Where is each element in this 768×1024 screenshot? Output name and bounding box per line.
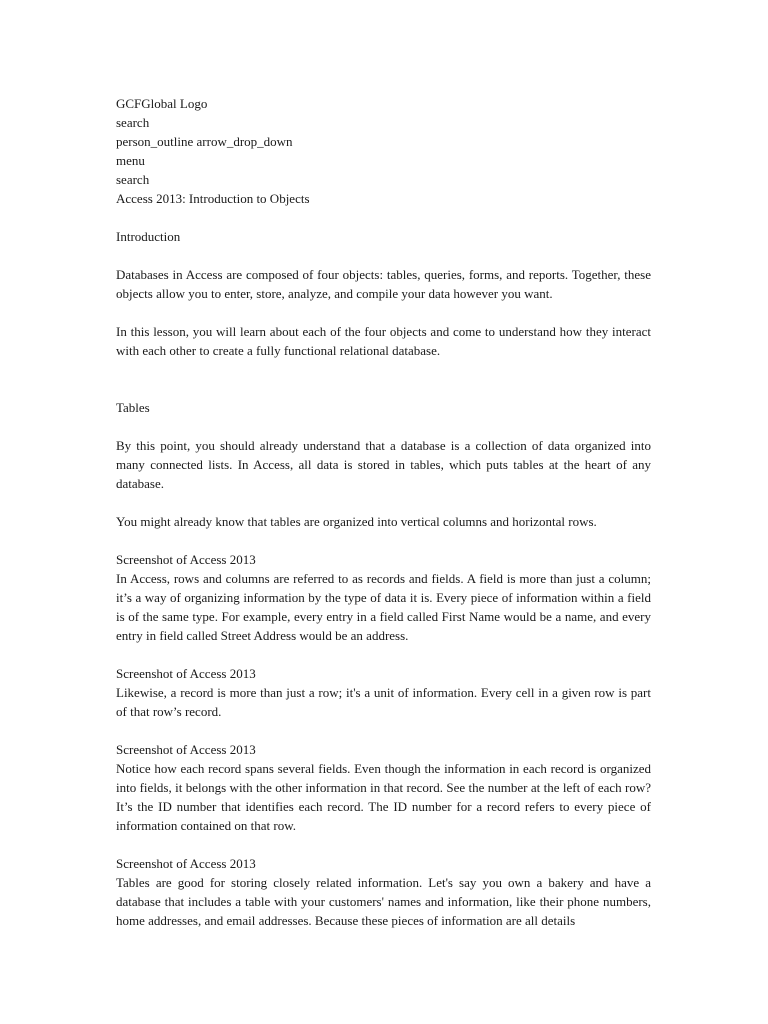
spacer bbox=[116, 493, 651, 512]
document-page bbox=[116, 94, 651, 930]
site-logo-text[interactable]: GCFGlobal Logo bbox=[116, 96, 208, 111]
search-icon-secondary[interactable]: search bbox=[116, 172, 150, 187]
screenshot-caption: Screenshot of Access 2013 bbox=[116, 742, 256, 757]
spacer bbox=[116, 360, 651, 398]
tables-paragraph-2: You might already know that tables are organized into vertical columns and horizontal rows. bbox=[116, 514, 597, 529]
spacer bbox=[116, 835, 651, 854]
page-title: Access 2013: Introduction to Objects bbox=[116, 191, 310, 206]
spacer bbox=[116, 721, 651, 740]
tables-paragraph-5: Notice how each record spans several fields. Even though the information in each record is organized into fields, it belongs with the other information in that record. See the number at the left of each row? It’s the ID number that identifies each record. The ID number for a record refers to every piece of information contained on that row. bbox=[116, 761, 651, 833]
spacer bbox=[116, 208, 651, 227]
spacer bbox=[116, 531, 651, 550]
spacer bbox=[116, 303, 651, 322]
account-menu[interactable]: person_outline arrow_drop_down bbox=[116, 134, 293, 149]
screenshot-caption: Screenshot of Access 2013 bbox=[116, 856, 256, 871]
introduction-paragraph-1: Databases in Access are composed of four objects: tables, queries, forms, and reports. Together, these objects allow you to enter, store, analyze, and compile your data however you want. bbox=[116, 267, 651, 301]
spacer bbox=[116, 246, 651, 265]
tables-paragraph-3: In Access, rows and columns are referred to as records and fields. A field is more than just a column; it’s a way of organizing information by the type of data it is. Every piece of information within a field is of the same type. For example, every entry in a field called First Name would be a name, and every entry in field called Street Address would be an address. bbox=[116, 571, 651, 643]
introduction-paragraph-2: In this lesson, you will learn about each of the four objects and come to understand how they interact with each other to create a fully functional relational database. bbox=[116, 324, 651, 358]
spacer bbox=[116, 645, 651, 664]
tables-heading: Tables bbox=[116, 400, 150, 415]
tables-paragraph-1: By this point, you should already understand that a database is a collection of data organized into many connected lists. In Access, all data is stored in tables, which puts tables at the heart of any database. bbox=[116, 438, 651, 491]
spacer bbox=[116, 417, 651, 436]
search-icon[interactable]: search bbox=[116, 115, 150, 130]
tables-paragraph-6: Tables are good for storing closely related information. Let's say you own a bakery and have a database that includes a table with your customers' names and information, like their phone numbers, home addresses, and email addresses. Because these pieces of information are all details bbox=[116, 875, 651, 928]
introduction-heading: Introduction bbox=[116, 229, 181, 244]
screenshot-caption: Screenshot of Access 2013 bbox=[116, 666, 256, 681]
tables-paragraph-4: Likewise, a record is more than just a row; it's a unit of information. Every cell in a given row is part of that row’s record. bbox=[116, 685, 651, 719]
menu-icon[interactable]: menu bbox=[116, 153, 145, 168]
screenshot-caption: Screenshot of Access 2013 bbox=[116, 552, 256, 567]
